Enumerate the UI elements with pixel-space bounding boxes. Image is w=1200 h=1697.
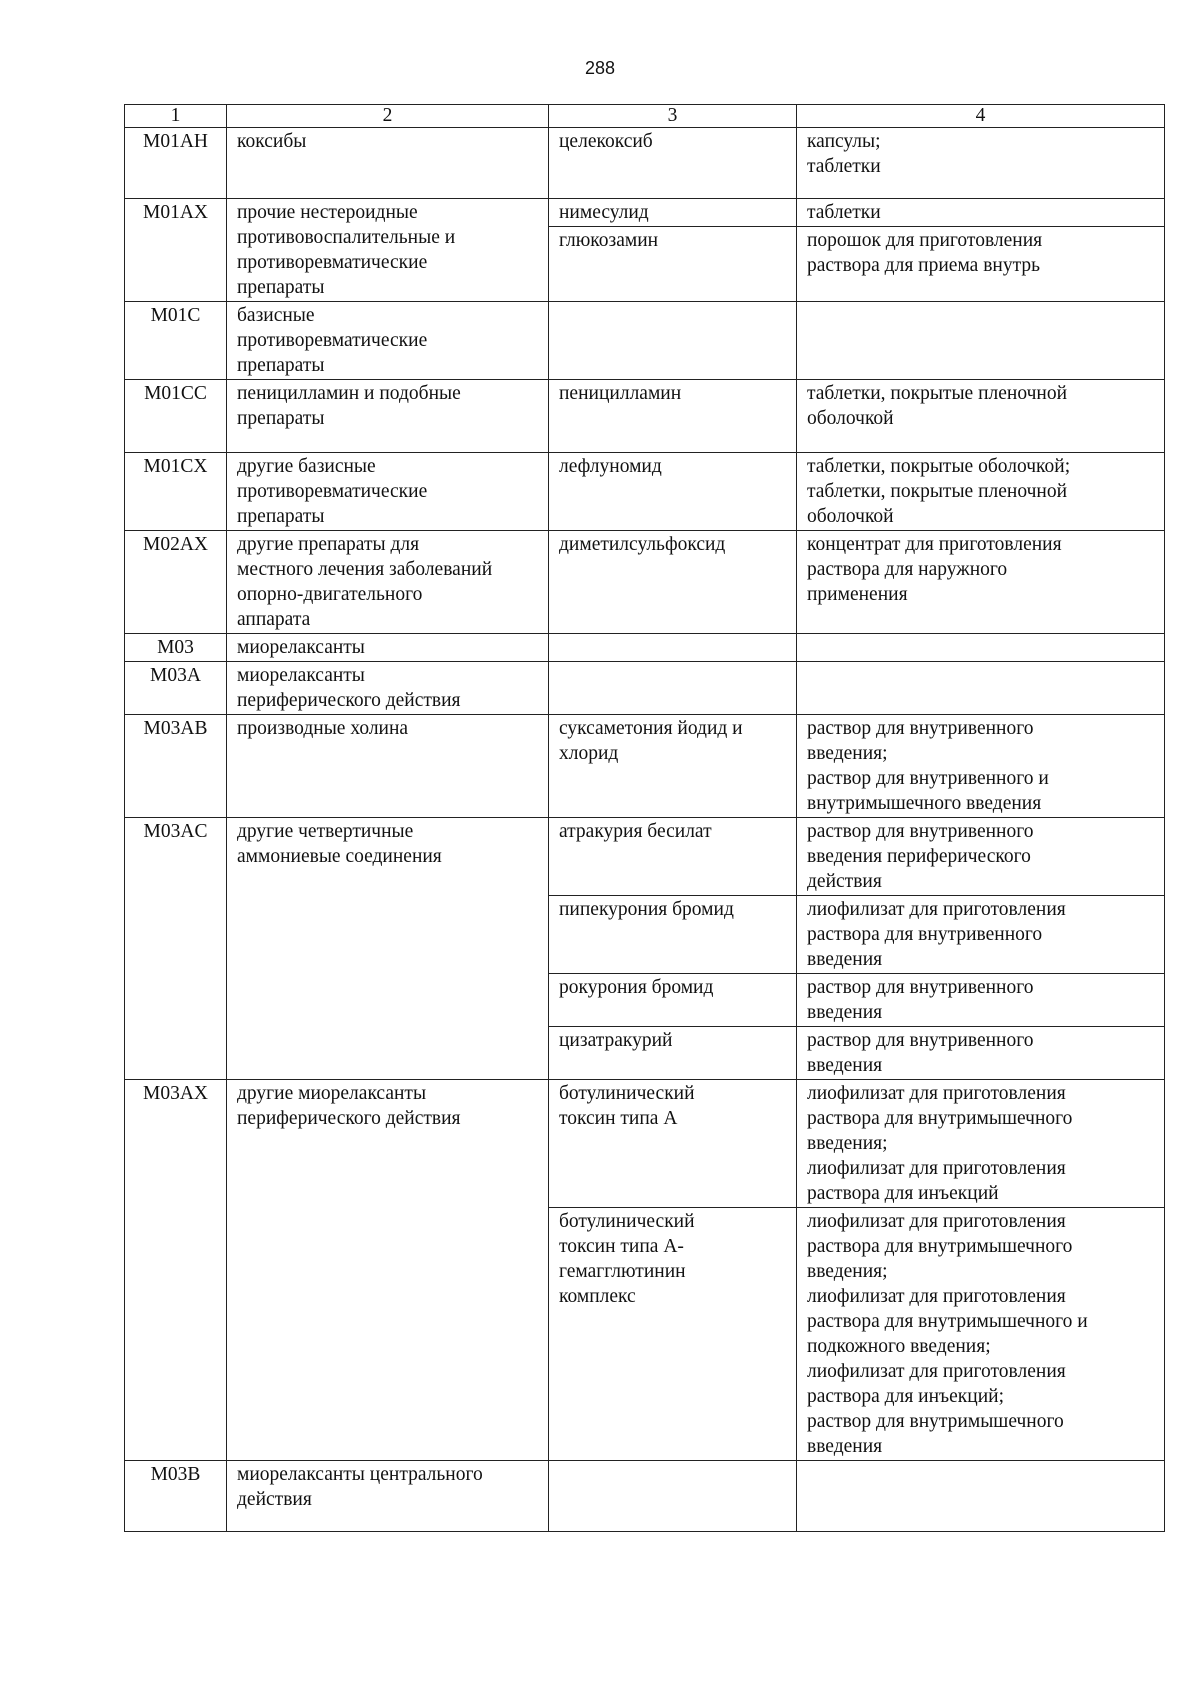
dosage-form-cell xyxy=(797,634,1165,662)
group-name-cell xyxy=(227,662,549,715)
drug-name-cell xyxy=(549,1208,797,1461)
table-row xyxy=(125,662,1165,715)
dosage-form-cell xyxy=(797,974,1165,1027)
drug-name-cell xyxy=(549,1080,797,1208)
dosage-form-cell-line: таблетки, покрытые пленочной xyxy=(807,383,1068,404)
drug-name-cell xyxy=(549,634,797,662)
drug-name-cell-line: хлорид xyxy=(559,743,619,764)
dosage-form-cell-line: таблетки, покрытые пленочной xyxy=(807,481,1068,502)
table-row xyxy=(125,1080,1165,1208)
header-row xyxy=(125,105,1165,128)
drug-name-cell xyxy=(549,302,797,380)
dosage-form-cell-line: раствора для внутримышечного xyxy=(807,1108,1073,1129)
group-name-cell xyxy=(227,380,549,453)
dosage-form-cell-line: раствор для внутримышечного xyxy=(807,1411,1064,1432)
table-row xyxy=(125,818,1165,896)
dosage-form-cell-line: раствор для внутривенного xyxy=(807,718,1034,739)
dosage-form-cell xyxy=(797,662,1165,715)
dosage-form-cell-line: лиофилизат для приготовления xyxy=(807,1286,1066,1307)
drug-name-cell-line: комплекс xyxy=(559,1286,636,1307)
drug-name-cell-line: лефлуномид xyxy=(559,456,662,477)
group-name-cell-line: прочие нестероидные xyxy=(237,202,418,223)
group-name-cell-line: противоревматические xyxy=(237,330,428,351)
dosage-form-cell-line: введения; xyxy=(807,1133,888,1154)
dosage-form-cell-line: раствора для приема внутрь xyxy=(807,255,1040,276)
dosage-form-cell-line: таблетки, покрытые оболочкой; xyxy=(807,456,1071,477)
atc-code-cell: M01C xyxy=(125,302,227,380)
dosage-form-cell-line: раствора для инъекций xyxy=(807,1183,999,1204)
dosage-form-cell-line: лиофилизат для приготовления xyxy=(807,1361,1066,1382)
dosage-form-cell xyxy=(797,380,1165,453)
dosage-form-cell xyxy=(797,1208,1165,1461)
table-row xyxy=(125,380,1165,453)
dosage-form-cell-line: раствора для инъекций; xyxy=(807,1386,1004,1407)
header-cell-2: 2 xyxy=(227,105,549,128)
dosage-form-cell-line: раствор для внутривенного xyxy=(807,977,1034,998)
dosage-form-cell-line: раствора для внутримышечного и xyxy=(807,1311,1088,1332)
group-name-cell-line: противоревматические xyxy=(237,252,428,273)
group-name-cell-line: коксибы xyxy=(237,131,307,152)
dosage-form-cell xyxy=(797,302,1165,380)
table-row xyxy=(125,715,1165,818)
atc-code-cell: M03AB xyxy=(125,715,227,818)
drug-name-cell-line: ботулинический xyxy=(559,1083,695,1104)
drug-name-cell xyxy=(549,974,797,1027)
group-name-cell xyxy=(227,1080,549,1461)
group-name-cell-line: миорелаксанты xyxy=(237,665,365,686)
drug-name-cell xyxy=(549,128,797,199)
dosage-form-cell-line: таблетки xyxy=(807,202,881,223)
group-name-cell-line: другие четвертичные xyxy=(237,821,414,842)
table-row xyxy=(125,453,1165,531)
dosage-form-cell-line: введения xyxy=(807,1436,883,1457)
drug-name-cell-line: атракурия бесилат xyxy=(559,821,712,842)
drug-name-cell xyxy=(549,453,797,531)
atc-code-cell: M02AX xyxy=(125,531,227,634)
dosage-form-cell-line: раствора для внутривенного xyxy=(807,924,1043,945)
dosage-form-cell xyxy=(797,453,1165,531)
dosage-form-cell-line: внутримышечного введения xyxy=(807,793,1042,814)
dosage-form-cell-line: введения xyxy=(807,1002,883,1023)
group-name-cell xyxy=(227,1461,549,1532)
drug-name-cell xyxy=(549,380,797,453)
dosage-form-cell-line: раствора для внутримышечного xyxy=(807,1236,1073,1257)
dosage-form-cell xyxy=(797,227,1165,302)
dosage-form-cell xyxy=(797,818,1165,896)
group-name-cell xyxy=(227,715,549,818)
table-row xyxy=(125,302,1165,380)
dosage-form-cell-line: капсулы; xyxy=(807,131,881,152)
dosage-form-cell xyxy=(797,128,1165,199)
dosage-form-cell-line: введения периферического xyxy=(807,846,1031,867)
drug-name-cell-line: пеницилламин xyxy=(559,383,682,404)
group-name-cell-line: другие миорелаксанты xyxy=(237,1083,427,1104)
group-name-cell-line: другие препараты для xyxy=(237,534,420,555)
group-name-cell xyxy=(227,453,549,531)
drug-name-cell-line: гемагглютинин xyxy=(559,1261,686,1282)
header-cell-3: 3 xyxy=(549,105,797,128)
group-name-cell xyxy=(227,818,549,1080)
drug-name-cell-line: нимесулид xyxy=(559,202,649,223)
header-cell-4: 4 xyxy=(797,105,1165,128)
drug-name-cell xyxy=(549,1027,797,1080)
drug-name-cell-line: токсин типа А- xyxy=(559,1236,684,1257)
group-name-cell xyxy=(227,634,549,662)
group-name-cell-line: базисные xyxy=(237,305,315,326)
dosage-form-cell xyxy=(797,531,1165,634)
dosage-form-cell-line: лиофилизат для приготовления xyxy=(807,899,1066,920)
dosage-form-cell xyxy=(797,715,1165,818)
atc-code-cell: M01AX xyxy=(125,199,227,302)
table-row xyxy=(125,634,1165,662)
drug-name-cell xyxy=(549,715,797,818)
group-name-cell-line: пеницилламин и подобные xyxy=(237,383,461,404)
dosage-form-cell-line: действия xyxy=(807,871,882,892)
group-name-cell-line: другие базисные xyxy=(237,456,376,477)
drug-name-cell-line: пипекурония бромид xyxy=(559,899,734,920)
dosage-form-cell xyxy=(797,1461,1165,1532)
group-name-cell-line: противовоспалительные и xyxy=(237,227,456,248)
group-name-cell xyxy=(227,128,549,199)
table-row xyxy=(125,128,1165,199)
group-name-cell-line: аммониевые соединения xyxy=(237,846,442,867)
dosage-form-cell-line: введения; xyxy=(807,1261,888,1282)
group-name-cell-line: миорелаксанты xyxy=(237,637,365,658)
drug-name-cell-line: токсин типа А xyxy=(559,1108,678,1129)
dosage-form-cell-line: оболочкой xyxy=(807,506,894,527)
drug-name-cell-line: глюкозамин xyxy=(559,230,659,251)
dosage-form-cell xyxy=(797,199,1165,227)
group-name-cell xyxy=(227,199,549,302)
atc-code-cell: M03A xyxy=(125,662,227,715)
dosage-form-cell-line: концентрат для приготовления xyxy=(807,534,1062,555)
dosage-form-cell-line: введения xyxy=(807,1055,883,1076)
group-name-cell-line: периферического действия xyxy=(237,1108,461,1129)
dosage-form-cell-line: лиофилизат для приготовления xyxy=(807,1083,1066,1104)
atc-code-cell: M03 xyxy=(125,634,227,662)
group-name-cell-line: миорелаксанты центрального xyxy=(237,1464,483,1485)
group-name-cell-line: периферического действия xyxy=(237,690,461,711)
drug-name-cell xyxy=(549,1461,797,1532)
drug-name-cell-line: ботулинический xyxy=(559,1211,695,1232)
drug-name-cell xyxy=(549,896,797,974)
dosage-form-cell-line: раствор для внутривенного xyxy=(807,1030,1034,1051)
drug-classification-table xyxy=(124,104,1165,1532)
atc-code-cell: M01CC xyxy=(125,380,227,453)
group-name-cell-line: препараты xyxy=(237,408,325,429)
drug-name-cell-line: диметилсульфоксид xyxy=(559,534,726,555)
page-number: 288 xyxy=(584,58,616,78)
table-row xyxy=(125,199,1165,227)
group-name-cell-line: опорно-двигательного xyxy=(237,584,423,605)
group-name-cell-line: препараты xyxy=(237,277,325,298)
dosage-form-cell-line: подкожного введения; xyxy=(807,1336,991,1357)
drug-name-cell-line: цизатракурий xyxy=(559,1030,673,1051)
dosage-form-cell-line: раствор для внутривенного xyxy=(807,821,1034,842)
atc-code-cell: M03B xyxy=(125,1461,227,1532)
atc-code-cell: M03AC xyxy=(125,818,227,1080)
group-name-cell-line: действия xyxy=(237,1489,312,1510)
dosage-form-cell-line: раствора для наружного xyxy=(807,559,1008,580)
group-name-cell-line: аппарата xyxy=(237,609,311,630)
group-name-cell xyxy=(227,531,549,634)
group-name-cell-line: местного лечения заболеваний xyxy=(237,559,493,580)
drug-name-cell-line: суксаметония йодид и xyxy=(559,718,743,739)
dosage-form-cell-line: оболочкой xyxy=(807,408,894,429)
drug-table xyxy=(124,104,1165,1532)
atc-code-cell: M01AH xyxy=(125,128,227,199)
drug-name-cell-line: целекоксиб xyxy=(559,131,653,152)
drug-name-cell xyxy=(549,227,797,302)
group-name-cell-line: препараты xyxy=(237,506,325,527)
dosage-form-cell xyxy=(797,1080,1165,1208)
dosage-form-cell-line: введения; xyxy=(807,743,888,764)
drug-name-cell xyxy=(549,199,797,227)
drug-name-cell-line: рокурония бромид xyxy=(559,977,714,998)
table-row xyxy=(125,531,1165,634)
table-row xyxy=(125,1461,1165,1532)
drug-name-cell xyxy=(549,662,797,715)
drug-name-cell xyxy=(549,531,797,634)
dosage-form-cell-line: таблетки xyxy=(807,156,881,177)
header-cell-1: 1 xyxy=(125,105,227,128)
group-name-cell xyxy=(227,302,549,380)
dosage-form-cell-line: лиофилизат для приготовления xyxy=(807,1158,1066,1179)
dosage-form-cell-line: порошок для приготовления xyxy=(807,230,1043,251)
group-name-cell-line: противоревматические xyxy=(237,481,428,502)
group-name-cell-line: производные холина xyxy=(237,718,409,739)
atc-code-cell: M01CX xyxy=(125,453,227,531)
dosage-form-cell-line: лиофилизат для приготовления xyxy=(807,1211,1066,1232)
dosage-form-cell xyxy=(797,1027,1165,1080)
drug-name-cell xyxy=(549,818,797,896)
group-name-cell-line: препараты xyxy=(237,355,325,376)
dosage-form-cell-line: применения xyxy=(807,584,908,605)
atc-code-cell: M03AX xyxy=(125,1080,227,1461)
dosage-form-cell-line: раствор для внутривенного и xyxy=(807,768,1049,789)
dosage-form-cell-line: введения xyxy=(807,949,883,970)
dosage-form-cell xyxy=(797,896,1165,974)
table-body xyxy=(125,105,1165,1532)
